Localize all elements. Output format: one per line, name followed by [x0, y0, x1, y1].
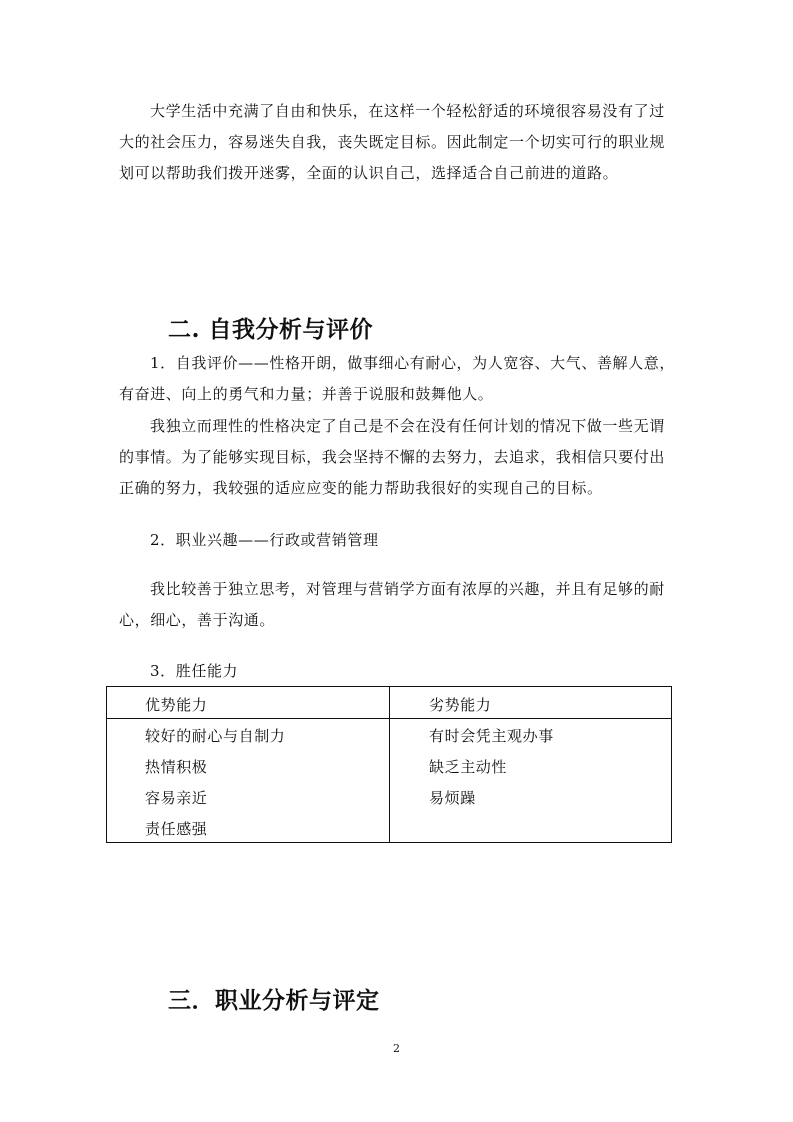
section-2-heading: 二. 自我分析与评价 [168, 316, 374, 343]
weaknesses-header: 劣势能力 [429, 696, 492, 714]
section-3-heading: 三．职业分析与评定 [168, 987, 380, 1014]
personality-paragraph: 我独立而理性的性格决定了自己是不会在没有任何计划的情况下做一些无谓的事情。为了能够实现目标，我会坚持不懈的去努力，去追求，我相信只要付出正确的努力，我较强的适应应变的能力帮助我很好的实现自己的目标。 [119, 417, 666, 497]
strengths-header: 优势能力 [145, 696, 208, 714]
competency-heading: 3．胜任能力 [150, 662, 239, 680]
intro-paragraph: 大学生活中充满了自由和快乐，在这样一个轻松舒适的环境很容易没有了过大的社会压力，容易迷失自我，丧失既定目标。因此制定一个切实可行的职业规划可以帮助我们拨开迷雾，全面的认识自己，选择适合自己前进的道路。 [119, 102, 666, 182]
page-number: 2 [393, 1042, 400, 1055]
self-evaluation-paragraph: 1．自我评价——性格开朗，做事细心有耐心，为人宽容、大气、善解人意，有奋进、向上的勇气和力量；并善于说服和鼓舞他人。 [119, 354, 675, 403]
strength-item: 责任感强 [145, 820, 208, 838]
table-column-divider [389, 687, 390, 842]
weakness-item: 有时会凭主观办事 [429, 727, 554, 745]
strength-item: 热情积极 [145, 758, 208, 776]
strength-item: 容易亲近 [145, 789, 208, 807]
weakness-item: 易烦躁 [429, 789, 476, 807]
table-header-divider [107, 718, 671, 719]
weakness-item: 缺乏主动性 [429, 758, 508, 776]
competency-table [106, 686, 672, 843]
career-interest-paragraph: 我比较善于独立思考，对管理与营销学方面有浓厚的兴趣，并且有足够的耐心，细心，善于沟通。 [119, 580, 665, 629]
strength-item: 较好的耐心与自制力 [145, 727, 286, 745]
career-interest-heading: 2．职业兴趣——行政或营销管理 [150, 531, 379, 549]
